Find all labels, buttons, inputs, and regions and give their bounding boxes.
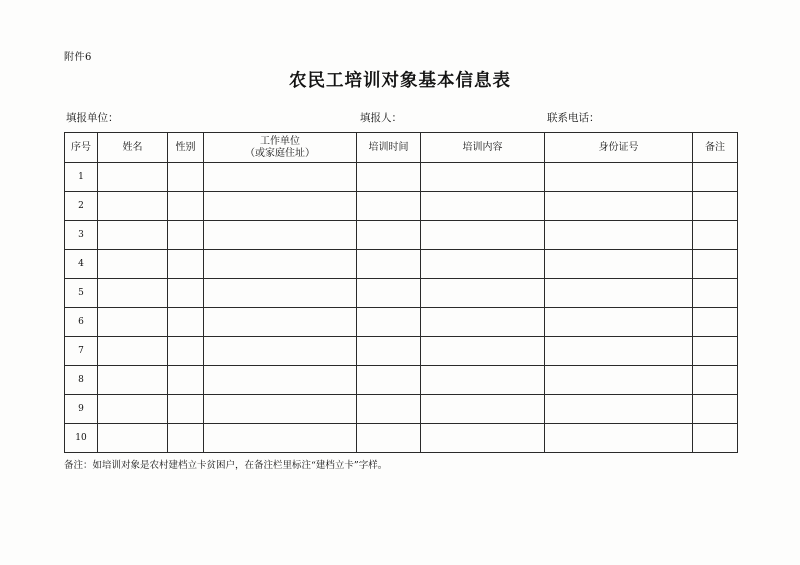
table-row [65, 279, 738, 308]
row-seq-cell: 3 [65, 221, 98, 250]
id-number-cell[interactable] [545, 308, 693, 337]
id-number-cell[interactable] [545, 366, 693, 395]
contact-phone-label: 联系电话： [547, 112, 600, 124]
page-title: 农民工培训对象基本信息表 [289, 71, 511, 91]
table-body [65, 163, 738, 453]
row-seq-cell: 6 [65, 308, 98, 337]
header-workplace-sub: （或家庭住址） [245, 147, 315, 159]
workplace-cell[interactable] [204, 424, 357, 453]
header-remarks: 备注 [693, 133, 738, 163]
training-content-cell[interactable] [421, 163, 545, 192]
header-id-number: 身份证号 [545, 133, 693, 163]
row-seq-cell: 4 [65, 250, 98, 279]
header-gender: 性别 [168, 133, 204, 163]
gender-cell[interactable] [168, 163, 204, 192]
row-seq-cell: 9 [65, 395, 98, 424]
row-seq-cell: 1 [65, 163, 98, 192]
name-cell[interactable] [98, 395, 168, 424]
training-content-cell[interactable] [421, 221, 545, 250]
table-row [65, 192, 738, 221]
training-time-cell[interactable] [357, 221, 421, 250]
reporter-label: 填报人： [360, 112, 402, 124]
id-number-cell[interactable] [545, 395, 693, 424]
training-time-cell[interactable] [357, 337, 421, 366]
training-time-cell[interactable] [357, 279, 421, 308]
fill-fields-line [0, 110, 800, 126]
remarks-cell[interactable] [693, 395, 738, 424]
training-time-cell[interactable] [357, 424, 421, 453]
table-row [65, 366, 738, 395]
training-time-cell[interactable] [357, 308, 421, 337]
table-row [65, 395, 738, 424]
training-time-cell[interactable] [357, 366, 421, 395]
remarks-cell[interactable] [693, 250, 738, 279]
workplace-cell[interactable] [204, 279, 357, 308]
training-time-cell[interactable] [357, 163, 421, 192]
workplace-cell[interactable] [204, 192, 357, 221]
name-cell[interactable] [98, 337, 168, 366]
gender-cell[interactable] [168, 250, 204, 279]
row-seq-cell: 5 [65, 279, 98, 308]
header-training-content: 培训内容 [421, 133, 545, 163]
table-row [65, 163, 738, 192]
table-header-row [65, 133, 738, 163]
remarks-cell[interactable] [693, 192, 738, 221]
gender-cell[interactable] [168, 395, 204, 424]
row-seq-cell: 8 [65, 366, 98, 395]
id-number-cell[interactable] [545, 250, 693, 279]
workplace-cell[interactable] [204, 395, 357, 424]
training-content-cell[interactable] [421, 279, 545, 308]
id-number-cell[interactable] [545, 163, 693, 192]
workplace-cell[interactable] [204, 163, 357, 192]
remarks-cell[interactable] [693, 337, 738, 366]
gender-cell[interactable] [168, 337, 204, 366]
name-cell[interactable] [98, 221, 168, 250]
gender-cell[interactable] [168, 279, 204, 308]
workplace-cell[interactable] [204, 221, 357, 250]
name-cell[interactable] [98, 308, 168, 337]
training-content-cell[interactable] [421, 337, 545, 366]
name-cell[interactable] [98, 424, 168, 453]
id-number-cell[interactable] [545, 424, 693, 453]
gender-cell[interactable] [168, 192, 204, 221]
id-number-cell[interactable] [545, 192, 693, 221]
table-row [65, 424, 738, 453]
header-workplace-label: 工作单位 [260, 135, 300, 147]
table-row [65, 221, 738, 250]
name-cell[interactable] [98, 279, 168, 308]
training-time-cell[interactable] [357, 192, 421, 221]
gender-cell[interactable] [168, 308, 204, 337]
workplace-cell[interactable] [204, 337, 357, 366]
training-content-cell[interactable] [421, 424, 545, 453]
training-time-cell[interactable] [357, 250, 421, 279]
id-number-cell[interactable] [545, 279, 693, 308]
gender-cell[interactable] [168, 221, 204, 250]
training-content-cell[interactable] [421, 366, 545, 395]
remarks-cell[interactable] [693, 163, 738, 192]
id-number-cell[interactable] [545, 337, 693, 366]
header-name: 姓名 [98, 133, 168, 163]
header-training-time: 培训时间 [357, 133, 421, 163]
remarks-cell[interactable] [693, 366, 738, 395]
header-workplace [204, 133, 357, 163]
table-row [65, 337, 738, 366]
id-number-cell[interactable] [545, 221, 693, 250]
table-row [65, 250, 738, 279]
row-seq-cell: 10 [65, 424, 98, 453]
remarks-cell[interactable] [693, 279, 738, 308]
gender-cell[interactable] [168, 424, 204, 453]
name-cell[interactable] [98, 163, 168, 192]
training-content-cell[interactable] [421, 250, 545, 279]
remarks-cell[interactable] [693, 221, 738, 250]
trainee-info-table [64, 132, 738, 453]
workplace-cell[interactable] [204, 250, 357, 279]
name-cell[interactable] [98, 192, 168, 221]
remarks-cell[interactable] [693, 308, 738, 337]
training-content-cell[interactable] [421, 395, 545, 424]
header-seq: 序号 [65, 133, 98, 163]
row-seq-cell: 7 [65, 337, 98, 366]
row-seq-cell: 2 [65, 192, 98, 221]
name-cell[interactable] [98, 366, 168, 395]
gender-cell[interactable] [168, 366, 204, 395]
remarks-cell[interactable] [693, 424, 738, 453]
training-content-cell[interactable] [421, 308, 545, 337]
table-row [65, 308, 738, 337]
workplace-cell[interactable] [204, 366, 357, 395]
name-cell[interactable] [98, 250, 168, 279]
workplace-cell[interactable] [204, 308, 357, 337]
reporting-unit-label: 填报单位： [66, 112, 119, 124]
training-content-cell[interactable] [421, 192, 545, 221]
attachment-label: 附件6 [64, 52, 92, 63]
training-time-cell[interactable] [357, 395, 421, 424]
footer-note: 备注：如培训对象是农村建档立卡贫困户，在备注栏里标注“建档立卡”字样。 [64, 460, 388, 471]
